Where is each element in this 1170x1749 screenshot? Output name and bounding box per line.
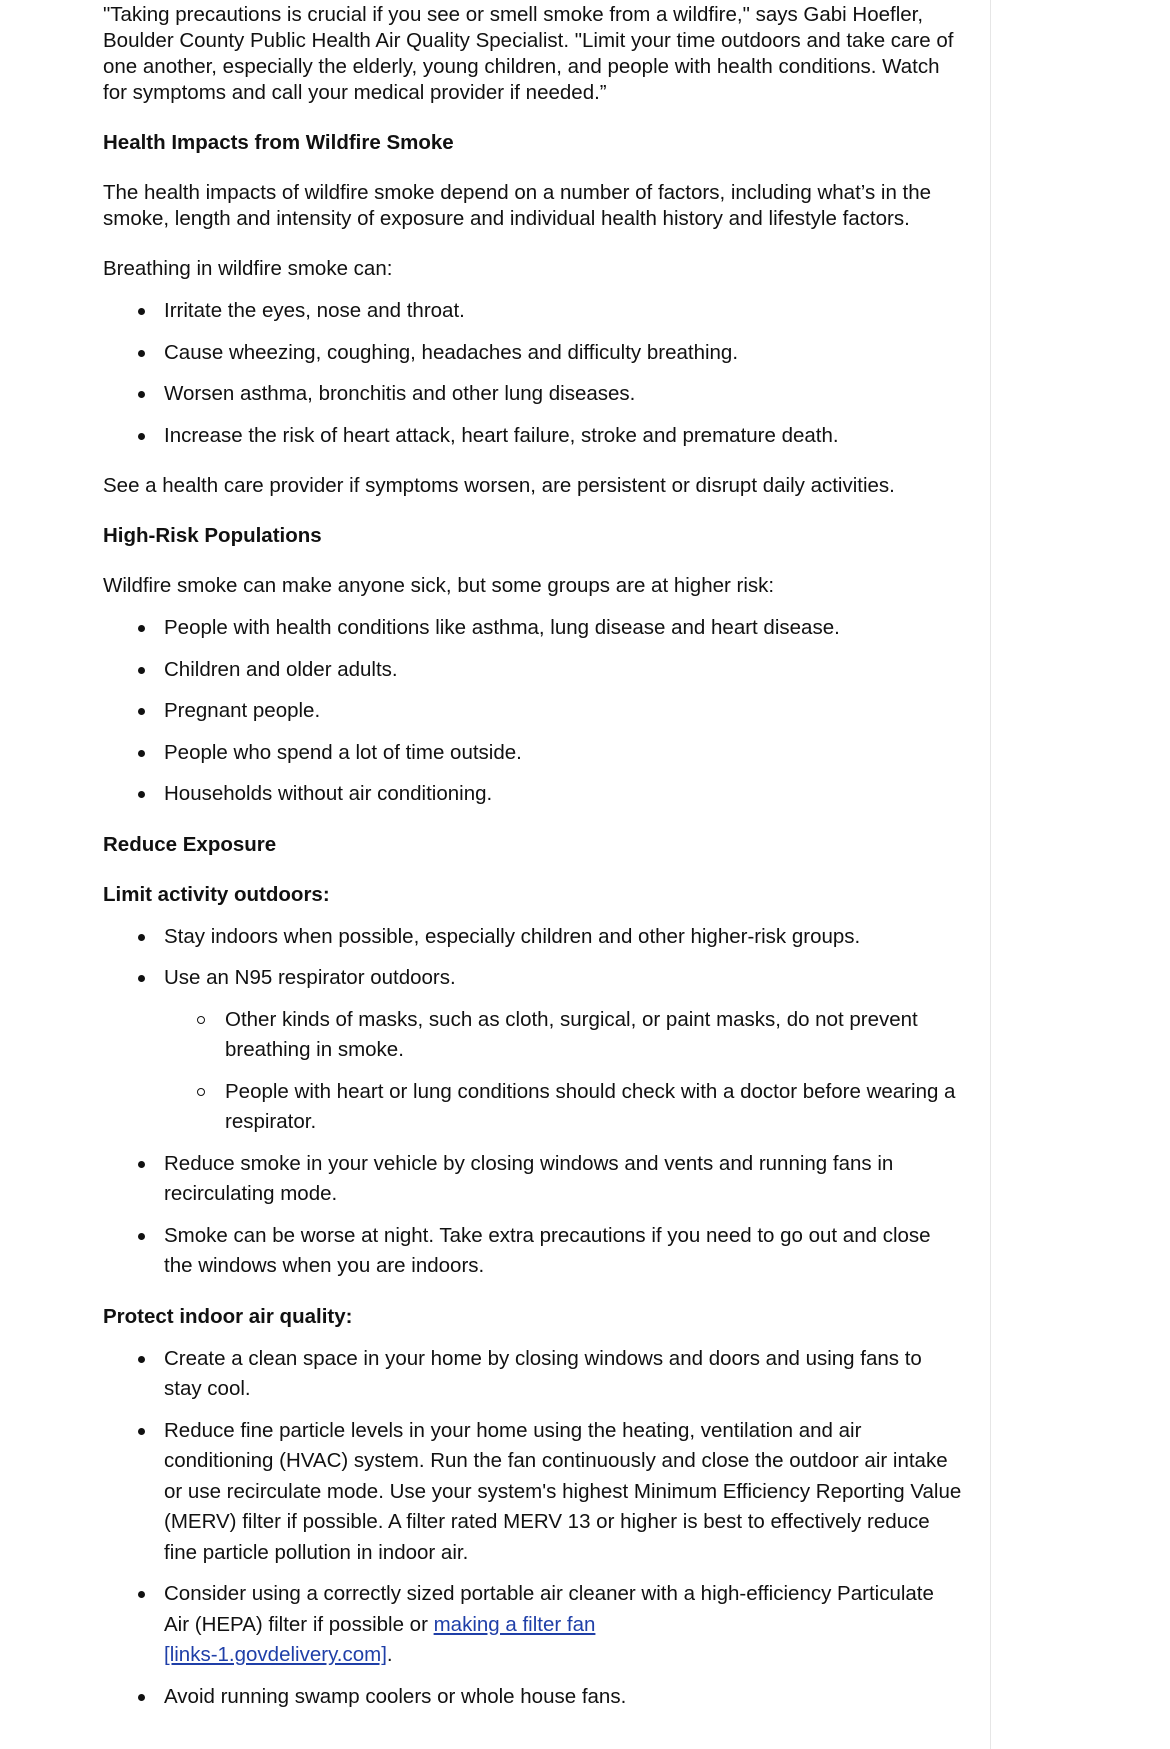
list-item: People who spend a lot of time outside. <box>103 738 963 769</box>
list-item-text: Consider using a correctly sized portable air cleaner with a high-efficiency Particulate Air (HEPA) filter if possible or <box>164 1582 934 1636</box>
high-risk-lead-in: Wildfire smoke can make anyone sick, but some groups are at higher risk: <box>103 574 775 597</box>
list-item: Reduce fine particle levels in your home using the heating, ventilation and air conditioning (HVAC) system. Run the fan continuously and close the outdoor air intake or use recirculate mode. Use your system's highest Minimum Efficiency Reporting Value (MERV) filter if possible. A filter rated MERV 13 or higher is best to effectively reduce fine particle pollution in indoor air. <box>103 1416 963 1569</box>
heading-high-risk: High-Risk Populations <box>103 524 322 547</box>
intro-quote: "Taking precautions is crucial if you see or smell smoke from a wildfire," says Gabi Hoefler, Boulder County Public Health Air Quality Specialist. "Limit your time outdoors and take care of one another, especially the elderly, young children, and people with health conditions. Watch for symptoms and call your medical provider if needed.” <box>103 3 954 104</box>
list-item: Children and older adults. <box>103 655 963 686</box>
heading-health-impacts: Health Impacts from Wildfire Smoke <box>103 131 454 154</box>
list-item: Cause wheezing, coughing, headaches and difficulty breathing. <box>103 338 963 369</box>
list-item: Reduce smoke in your vehicle by closing windows and vents and running fans in recirculating mode. <box>103 1149 963 1210</box>
mask-sublist <box>164 1005 963 1138</box>
list-item: Pregnant people. <box>103 696 963 727</box>
list-item-hepa <box>103 1579 963 1671</box>
outdoor-activity-list <box>103 922 963 1282</box>
health-impacts-paragraph: The health impacts of wildfire smoke depend on a number of factors, including what’s in the smoke, length and intensity of exposure and individual health history and lifestyle factors. <box>103 181 932 230</box>
list-item-text: Use an N95 respirator outdoors. <box>164 966 456 989</box>
sublist-item: People with heart or lung conditions should check with a doctor before wearing a respirator. <box>164 1077 963 1138</box>
list-item: Worsen asthma, bronchitis and other lung diseases. <box>103 379 963 410</box>
subheading-indoor-air: Protect indoor air quality: <box>103 1304 353 1328</box>
smoke-effects-list <box>103 296 963 451</box>
list-item: Stay indoors when possible, especially children and other higher-risk groups. <box>103 922 963 953</box>
subheading-limit-outdoors: Limit activity outdoors: <box>103 882 330 906</box>
list-item-n95 <box>103 963 963 1138</box>
article-body <box>103 2 963 1734</box>
list-item: Irritate the eyes, nose and throat. <box>103 296 963 327</box>
heading-reduce-exposure: Reduce Exposure <box>103 832 277 856</box>
list-item: Increase the risk of heart attack, heart failure, stroke and premature death. <box>103 421 963 452</box>
list-item: People with health conditions like asthma, lung disease and heart disease. <box>103 613 963 644</box>
govdelivery-link[interactable]: [links-1.govdelivery.com] <box>164 1643 387 1666</box>
provider-advice: See a health care provider if symptoms worsen, are persistent or disrupt daily activities. <box>103 474 895 497</box>
breathing-lead-in: Breathing in wildfire smoke can: <box>103 257 393 280</box>
sublist-item: Other kinds of masks, such as cloth, surgical, or paint masks, do not prevent breathing in smoke. <box>164 1005 963 1066</box>
filter-fan-link[interactable]: making a filter fan <box>433 1612 596 1636</box>
high-risk-list <box>103 613 963 810</box>
list-item-period: . <box>386 1643 393 1666</box>
list-item: Create a clean space in your home by closing windows and doors and using fans to stay cool. <box>103 1344 963 1405</box>
list-item: Avoid running swamp coolers or whole house fans. <box>103 1682 963 1713</box>
list-item: Households without air conditioning. <box>103 779 963 810</box>
list-item: Smoke can be worse at night. Take extra precautions if you need to go out and close the windows when you are indoors. <box>103 1221 963 1282</box>
indoor-air-list <box>103 1344 963 1713</box>
